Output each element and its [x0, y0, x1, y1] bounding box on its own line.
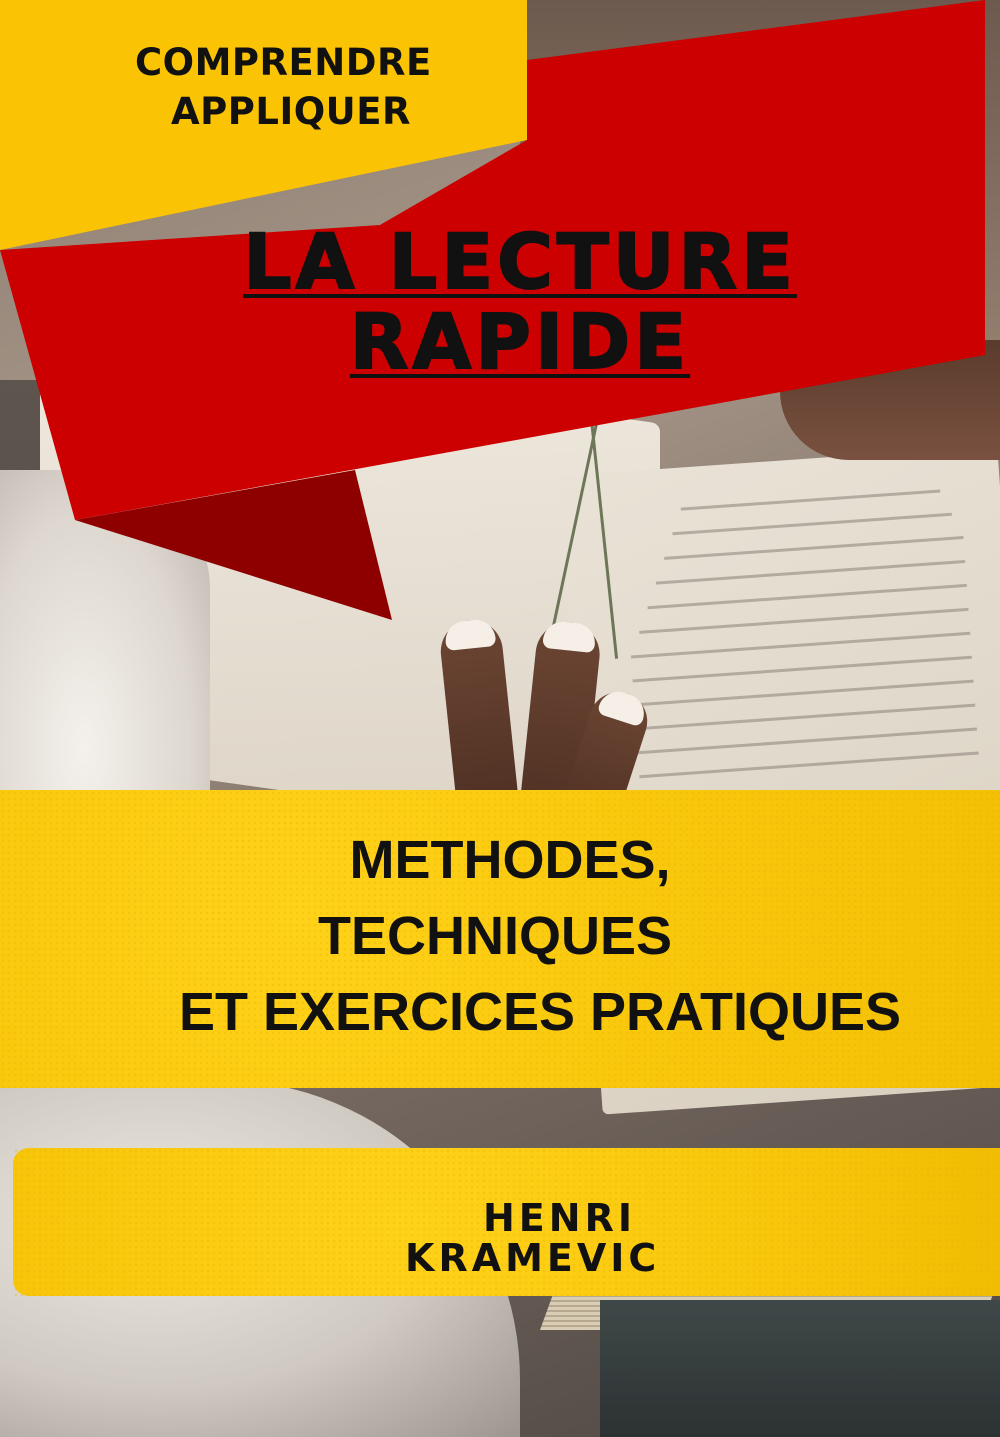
- subtitle-line-1: METHODES,: [349, 830, 671, 890]
- book-cover-dark: [600, 1300, 1000, 1437]
- author-name: [405, 1198, 805, 1278]
- book-title: [120, 217, 920, 386]
- author-first-name: HENRI: [483, 1196, 636, 1240]
- tag-line-appliquer: APPLIQUER: [171, 90, 411, 133]
- author-last-name: KRAMEVIC: [405, 1236, 661, 1280]
- tag-line-comprendre: COMPRENDRE: [135, 41, 432, 84]
- tag-text: [135, 38, 495, 136]
- title-line-2: RAPIDE: [349, 297, 691, 386]
- subtitle: [100, 822, 980, 1050]
- subtitle-line-2: TECHNIQUES: [317, 906, 673, 966]
- title-line-1: LA LECTURE: [243, 217, 797, 306]
- subtitle-line-3: ET EXERCICES PRATIQUES: [178, 982, 902, 1042]
